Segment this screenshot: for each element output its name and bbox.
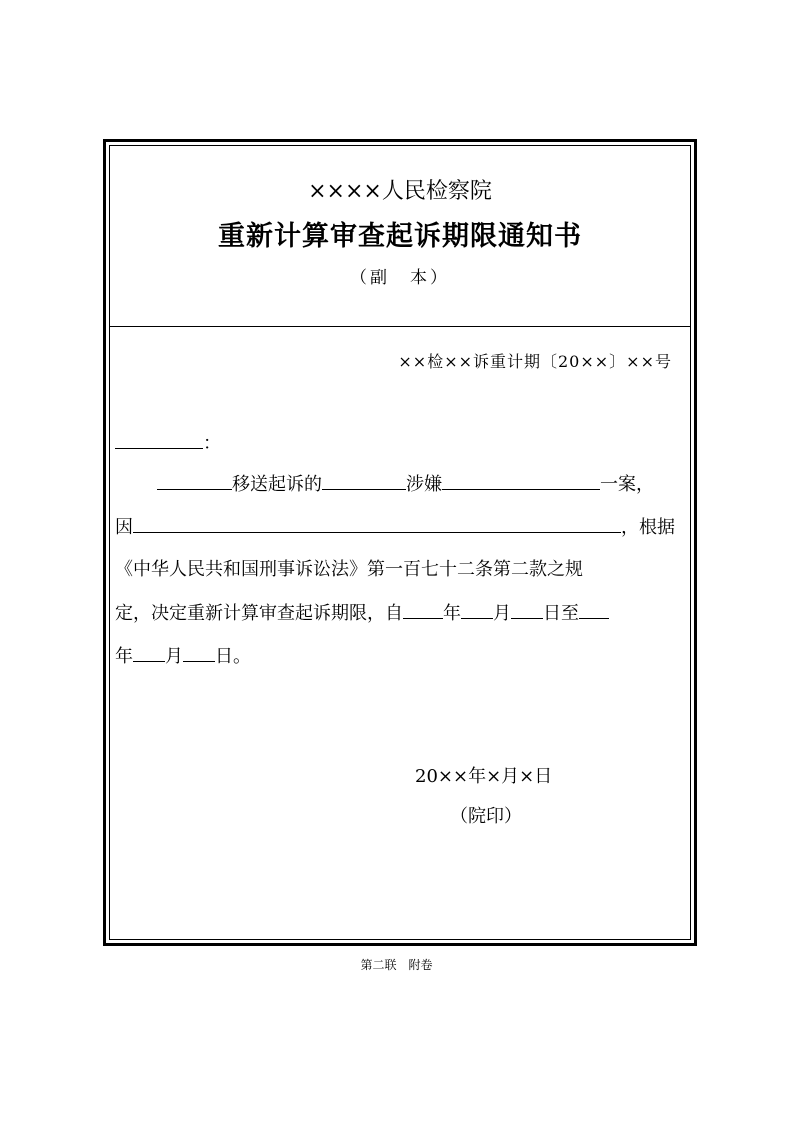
copy-label: （副 本） xyxy=(350,268,450,288)
body-text: 移送起诉的 xyxy=(232,474,322,495)
court-name: ××××人民检察院 xyxy=(308,179,492,204)
document-number: ××检××诉重计期〔20××〕××号 xyxy=(398,352,672,371)
body-text: ，根据 xyxy=(621,517,675,538)
start-year-blank[interactable] xyxy=(403,598,443,619)
document-title: 重新计算审查起诉期限通知书 xyxy=(218,221,582,252)
transferring-agency-blank[interactable] xyxy=(157,469,232,490)
body-text: 因 xyxy=(115,517,133,538)
notice-inner-frame xyxy=(109,145,691,940)
charge-blank[interactable] xyxy=(442,469,600,490)
body-text: 一案， xyxy=(600,474,654,495)
addressee-line xyxy=(115,428,685,458)
body-text: 日。 xyxy=(215,646,251,667)
body-text: 年 xyxy=(443,603,461,624)
body-line-2 xyxy=(115,469,685,499)
end-month-blank[interactable] xyxy=(133,641,165,662)
body-line-5 xyxy=(115,598,685,628)
start-month-blank[interactable] xyxy=(461,598,493,619)
body-line-4 xyxy=(115,555,685,585)
reason-blank[interactable] xyxy=(133,512,621,533)
suspect-blank[interactable] xyxy=(322,469,406,490)
end-day-blank[interactable] xyxy=(183,641,215,662)
body-text: 《中华人民共和国刑事诉讼法》第一百七十二条第二款之规 xyxy=(115,559,583,580)
body-text: 月 xyxy=(165,646,183,667)
body-text: 涉嫌 xyxy=(406,474,442,495)
court-seal-label: （院印） xyxy=(450,806,522,827)
end-year-blank[interactable] xyxy=(579,598,609,619)
body-text: 定，决定重新计算审查起诉期限，自 xyxy=(115,603,403,624)
body-line-3 xyxy=(115,512,685,542)
issue-date: 20××年×月×日 xyxy=(415,766,553,787)
body-line-6 xyxy=(115,641,685,671)
header-divider xyxy=(110,326,690,327)
body-text: 年 xyxy=(115,646,133,667)
body-text: 月 xyxy=(493,603,511,624)
addressee-colon: ： xyxy=(203,433,221,454)
addressee-blank[interactable] xyxy=(115,428,203,449)
start-day-blank[interactable] xyxy=(511,598,543,619)
body-text: 日至 xyxy=(543,603,579,624)
notice-frame xyxy=(103,139,697,946)
copy-footer: 第二联 附卷 xyxy=(360,958,433,972)
